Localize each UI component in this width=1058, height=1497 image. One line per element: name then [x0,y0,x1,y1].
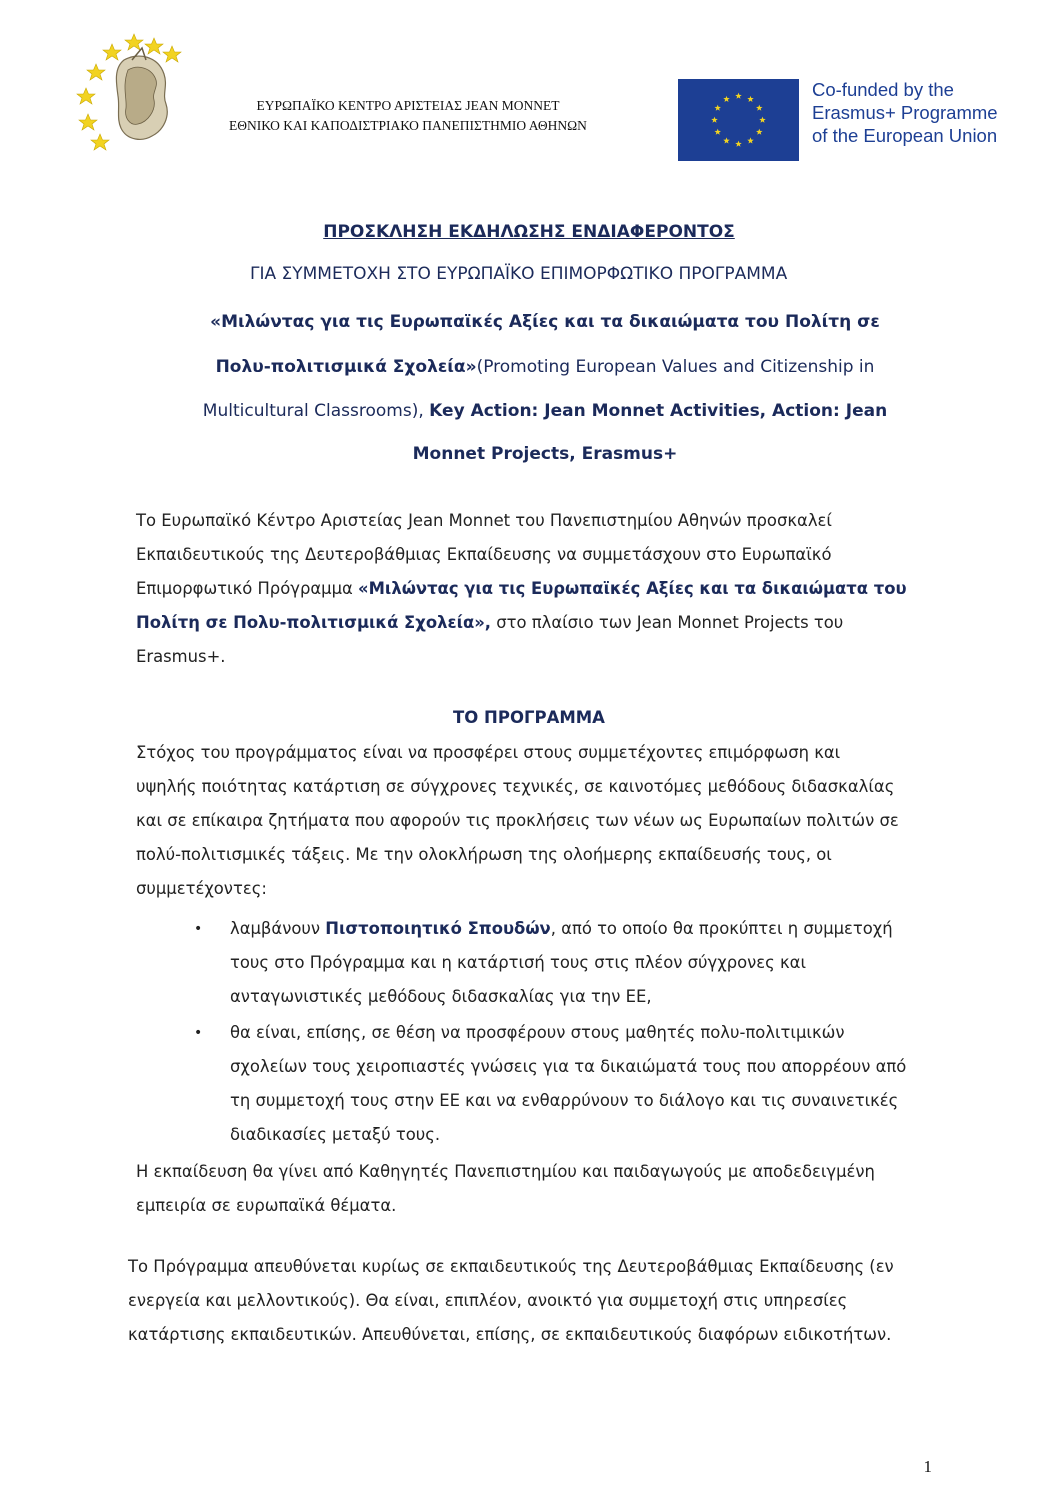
program-line-2: υψηλής ποιότητας κατάρτιση σε σύγχρονες τεχνικές, σε καινοτόμες μεθόδους διδασκαλίας [136,777,895,796]
list-item [194,1016,907,1152]
intro-line-4-text: στο πλαίσιο των Jean Monnet Projects του [491,613,844,632]
program-line-4: πολύ-πολιτισμικές τάξεις. Με την ολοκλήρωση της ολοήμερης εκπαίδευσής τους, οι [136,845,832,864]
audience-line-2: ενεργεία και μελλοντικούς). Θα είναι, επιπλέον, ανοικτό για συμμετοχή στις υπηρεσίες [128,1291,848,1310]
program-title-bold-2: Πολυ-πολιτισμικά Σχολεία» [215,357,477,377]
program-title-line-1 [0,311,1058,333]
intro-line-3-text: Επιμορφωτικό Πρόγραμμα [136,579,359,598]
intro-line-2: Εκπαιδευτικούς της Δευτεροβάθμιας Εκπαίδευσης να συμμετάσχουν στο Ευρωπαϊκό [136,545,832,564]
training-line-2: εμπειρία σε ευρωπαϊκά θέματα. [136,1196,397,1215]
institution-name [190,96,626,136]
bullet-icon: • [194,1025,203,1041]
intro-line-3 [136,572,907,606]
section-title: ΤΟ ΠΡΟΓΡΑΜΜΑ [453,708,605,727]
training-paragraph [136,1155,875,1223]
bullet-1-text: λαμβάνουν [230,919,326,938]
intro-line-4-bold: Πολίτη σε Πολυ-πολιτισμικά Σχολεία», [136,613,492,632]
intro-line-1: Το Ευρωπαϊκό Κέντρο Αριστείας Jean Monnet του Πανεπιστημίου Αθηνών προσκαλεί [136,511,832,530]
cofund-text [812,78,998,147]
program-line-3: και σε επίκαιρα ζητήματα που αφορούν τις προκλήσεις των νέων ως Ευρωπαίων πολιτών σε [136,811,899,830]
program-title-english-1: (Promoting European Values and Citizenship in [476,357,875,377]
list-item [194,912,893,1014]
bullet-1-line-3: ανταγωνιστικές μεθόδους διδασκαλίας για την ΕΕ, [230,987,652,1006]
cofund-line-2: Erasmus+ Programme [812,102,998,123]
bullet-1-rest: , από το οποίο θα προκύπτει η συμμετοχή [550,919,893,938]
program-title-line-2 [0,356,1058,378]
program-title-english-2: Multicultural Classrooms), [202,401,430,421]
program-title-bold-1: «Μιλώντας για τις Ευρωπαϊκές Αξίες και τα δικαιώματα του Πολίτη σε [210,312,880,332]
audience-paragraph [128,1250,894,1352]
intro-line-4 [136,606,907,640]
bullet-1-line-2: τους στο Πρόγραμμα και η κατάρτισή τους στις πλέον σύγχρονες και [230,953,806,972]
intro-line-3-bold: «Μιλώντας για τις Ευρωπαϊκές Αξίες και τα δικαιώματα του [358,579,907,598]
page-subtitle: ΓΙΑ ΣΥΜΜΕΤΟΧΗ ΣΤΟ ΕΥΡΩΠΑΪΚΟ ΕΠΙΜΟΡΦΩΤΙΚΟ ΠΡΟΓΡΑΜΜΑ [250,264,788,284]
program-line-5: συμμετέχοντες: [136,879,267,898]
program-title-line-4 [0,443,1058,465]
bullet-1-line-1 [230,912,893,946]
institution-line-2: ΕΘΝΙΚΟ ΚΑΙ ΚΑΠΟΔΙΣΤΡΙΑΚΟ ΠΑΝΕΠΙΣΤΗΜΙΟ ΑΘΗΝΩΝ [229,118,587,133]
eu-flag-icon [678,79,799,161]
intro-paragraph [136,504,907,674]
athena-stars-logo-icon [72,30,202,160]
program-paragraph [136,736,899,906]
program-title-bold-3: Key Action: Jean Monnet Activities, Action: Jean [429,401,888,421]
program-line-1: Στόχος του προγράμματος είναι να προσφέρει στους συμμετέχοντες επιμόρφωση και [136,743,841,762]
cofund-line-1: Co-funded by the [812,79,954,100]
institution-line-1: ΕΥΡΩΠΑΪΚΟ ΚΕΝΤΡΟ ΑΡΙΣΤΕΙΑΣ JEAN MONNET [256,98,560,113]
bullet-2-line-3: τη συμμετοχή τους στην ΕΕ και να ενθαρρύνουν το διάλογο και τις συναινετικές [230,1091,899,1110]
program-title-bold-4: Monnet Projects, Erasmus+ [412,444,678,464]
program-title-line-3 [0,400,1058,422]
training-line-1: Η εκπαίδευση θα γίνει από Καθηγητές Πανεπιστημίου και παιδαγωγούς με αποδεδειγμένη [136,1162,875,1181]
bullet-2-line-4: διαδικασίες μεταξύ τους. [230,1125,441,1144]
bullet-2-line-1: θα είναι, επίσης, σε θέση να προσφέρουν στους μαθητές πολυ-πολιτιμικών [230,1023,845,1042]
audience-line-1: Το Πρόγραμμα απευθύνεται κυρίως σε εκπαιδευτικούς της Δευτεροβάθμιας Εκπαίδευσης (εν [128,1257,894,1276]
cofund-line-3: of the European Union [812,125,998,146]
page-number: 1 [923,1457,932,1476]
bullet-1-bold: Πιστοποιητικό Σπουδών [325,919,551,938]
intro-line-5: Erasmus+. [136,647,226,666]
bullet-2-line-2: σχολείων τους χειροπιαστές γνώσεις για τα δικαιώματά τους που απορρέουν από [230,1057,907,1076]
bullet-icon: • [194,921,203,937]
page-title: ΠΡΟΣΚΛΗΣΗ ΕΚΔΗΛΩΣΗΣ ΕΝΔΙΑΦΕΡΟΝΤΟΣ [323,222,735,242]
audience-line-3: κατάρτισης εκπαιδευτικών. Απευθύνεται, επίσης, σε εκπαιδευτικούς διαφόρων ειδικοτήτων. [128,1325,892,1344]
